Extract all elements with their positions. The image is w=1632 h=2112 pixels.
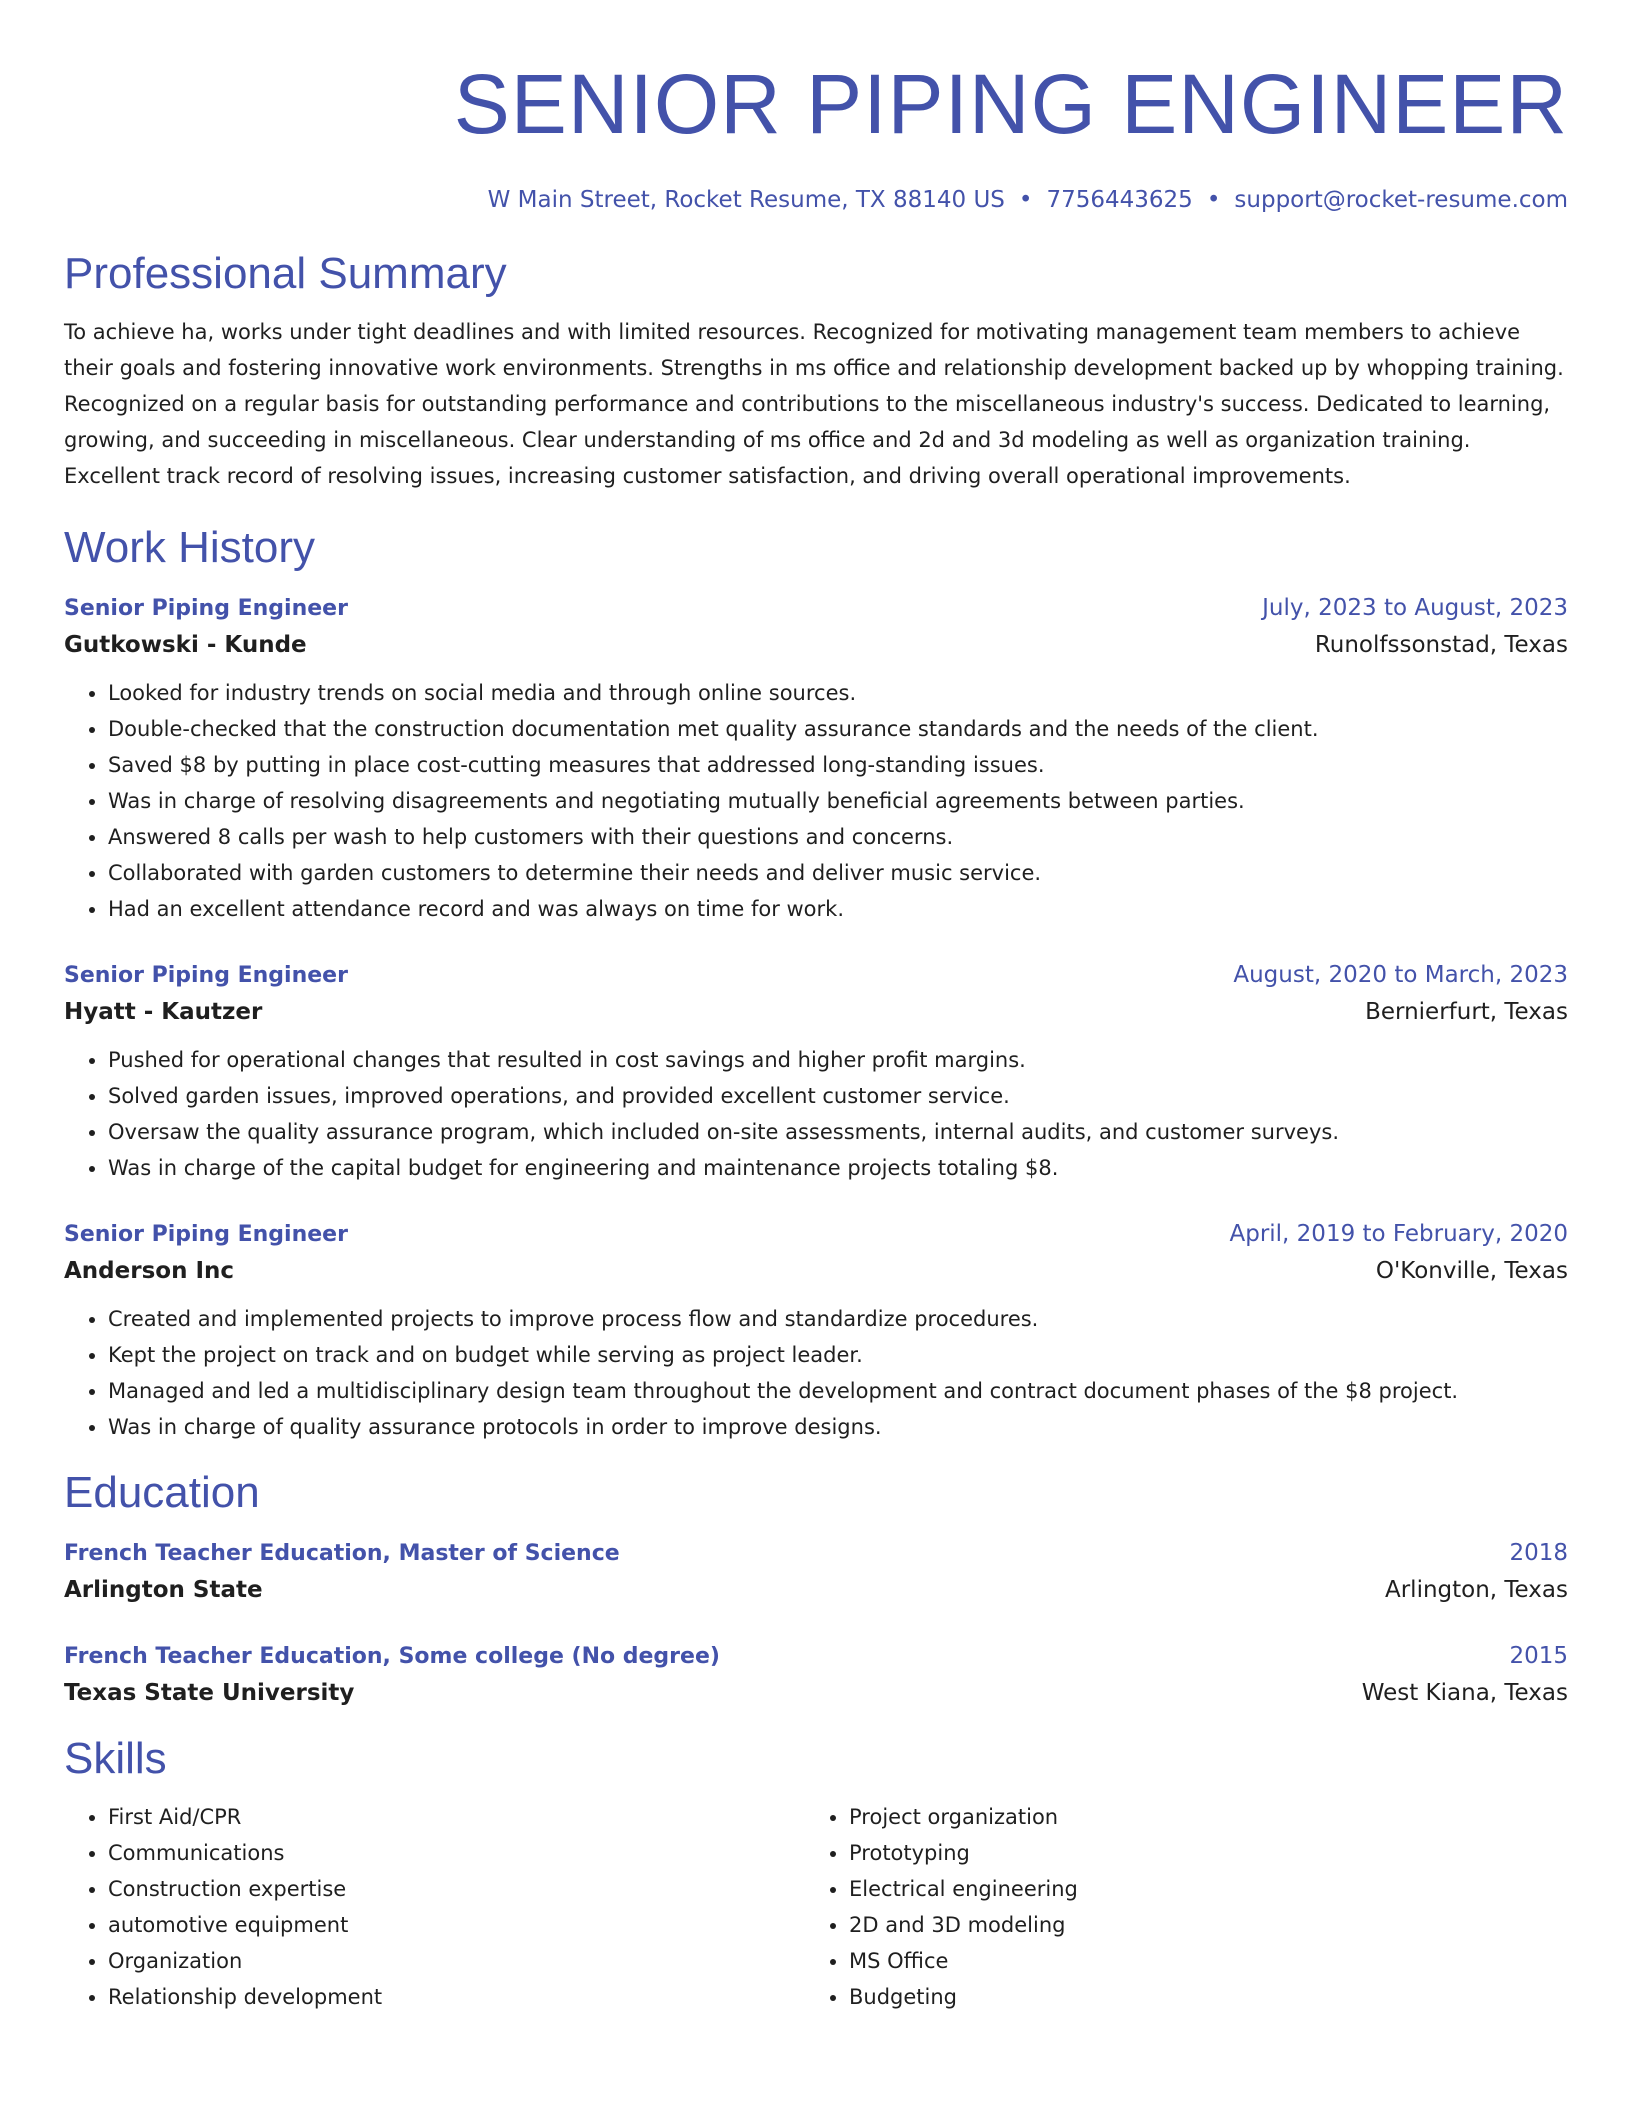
education-entry bbox=[64, 1638, 1568, 1711]
job-location: Runolfssonstad, Texas bbox=[1314, 632, 1568, 658]
job-bullet: • Solved garden issues, improved operations, and provided excellent customer service. bbox=[108, 1078, 1568, 1114]
contact-separator: • bbox=[1018, 187, 1033, 213]
work-history-heading: Work History bbox=[64, 523, 315, 572]
contact-line bbox=[64, 184, 1568, 216]
job-bullet: • Was in charge of resolving disagreements and negotiating mutually beneficial agreements between parties. bbox=[108, 783, 1568, 819]
skill-item: • automotive equipment bbox=[108, 1907, 805, 1943]
education-location: Arlington, Texas bbox=[1384, 1577, 1568, 1603]
job-entry bbox=[64, 590, 1568, 927]
job-title-row bbox=[64, 957, 1568, 994]
education-degree: French Teacher Education, Master of Science bbox=[64, 1541, 620, 1566]
job-dates: April, 2019 to February, 2020 bbox=[1229, 1221, 1568, 1247]
education-degree-row bbox=[64, 1638, 1568, 1675]
job-bullet: • Pushed for operational changes that resulted in cost savings and higher profit margins. bbox=[108, 1042, 1568, 1078]
skill-item: • Budgeting bbox=[849, 1979, 1546, 2015]
contact-email: support@rocket-resume.com bbox=[1234, 187, 1568, 213]
job-title: Senior Piping Engineer bbox=[64, 963, 348, 988]
skills-column-right bbox=[805, 1799, 1546, 2015]
job-title-row bbox=[64, 1216, 1568, 1253]
contact-phone: 7756443625 bbox=[1046, 187, 1193, 213]
job-bullet: • Managed and led a multidisciplinary design team throughout the development and contract document phases of the $8 project. bbox=[108, 1373, 1568, 1409]
skill-item: • Communications bbox=[108, 1835, 805, 1871]
contact-separator: • bbox=[1206, 187, 1221, 213]
education-year: 2018 bbox=[1509, 1540, 1568, 1566]
job-bullet: • Had an excellent attendance record and was always on time for work. bbox=[108, 891, 1568, 927]
job-company-row bbox=[64, 627, 1568, 663]
skill-item: • MS Office bbox=[849, 1943, 1546, 1979]
skill-item: • 2D and 3D modeling bbox=[849, 1907, 1546, 1943]
job-bullet: • Answered 8 calls per wash to help customers with their questions and concerns. bbox=[108, 819, 1568, 855]
skills-heading: Skills bbox=[64, 1734, 167, 1783]
job-bullet: • Saved $8 by putting in place cost-cutting measures that addressed long-standing issues. bbox=[108, 747, 1568, 783]
job-company: Gutkowski - Kunde bbox=[64, 632, 307, 658]
job-bullet: • Kept the project on track and on budget while serving as project leader. bbox=[108, 1337, 1568, 1373]
skills-section bbox=[64, 1731, 1568, 2015]
education-school: Texas State University bbox=[64, 1680, 355, 1706]
job-location: Bernierfurt, Texas bbox=[1365, 999, 1568, 1025]
resume-header bbox=[64, 52, 1568, 216]
skill-item: • Electrical engineering bbox=[849, 1871, 1546, 1907]
education-location: West Kiana, Texas bbox=[1361, 1680, 1568, 1706]
skills-column-left bbox=[64, 1799, 805, 2015]
job-bullet: • Was in charge of the capital budget for engineering and maintenance projects totaling $8. bbox=[108, 1150, 1568, 1186]
job-company: Anderson Inc bbox=[64, 1258, 235, 1284]
skill-item: • First Aid/CPR bbox=[108, 1799, 805, 1835]
education-degree-row bbox=[64, 1535, 1568, 1572]
job-bullets bbox=[64, 1301, 1568, 1445]
education-school-row bbox=[64, 1572, 1568, 1608]
job-entry bbox=[64, 957, 1568, 1186]
job-bullets bbox=[64, 1042, 1568, 1186]
skill-item: • Construction expertise bbox=[108, 1871, 805, 1907]
education-entry bbox=[64, 1535, 1568, 1608]
job-bullet: • Created and implemented projects to improve process flow and standardize procedures. bbox=[108, 1301, 1568, 1337]
job-entry bbox=[64, 1216, 1568, 1445]
job-dates: August, 2020 to March, 2023 bbox=[1233, 962, 1568, 988]
education-year: 2015 bbox=[1509, 1643, 1568, 1669]
job-dates: July, 2023 to August, 2023 bbox=[1262, 595, 1568, 621]
skills-grid bbox=[64, 1799, 1568, 2015]
skill-item: • Project organization bbox=[849, 1799, 1546, 1835]
job-bullet: • Looked for industry trends on social media and through online sources. bbox=[108, 675, 1568, 711]
education-heading: Education bbox=[64, 1468, 260, 1517]
candidate-title: SENIOR PIPING ENGINEER bbox=[453, 57, 1568, 151]
job-company: Hyatt - Kautzer bbox=[64, 999, 263, 1025]
summary-section bbox=[64, 246, 1568, 494]
summary-text: To achieve ha, works under tight deadlines and with limited resources. Recognized for motivating management team members to achieve their goals and fostering innovative work environments. Strengths in ms office and relationship development backed up by whopping training. Recognized on a regular basis for outstanding performance and contributions to the miscellaneous industry's success. Dedicated to learning, growing, and succeeding in miscellaneous. Clear understanding of ms office and 2d and 3d modeling as well as organization training. Excellent track record of resolving issues, increasing customer satisfaction, and driving overall operational improvements. bbox=[64, 320, 1564, 488]
job-location: O'Konville, Texas bbox=[1375, 1258, 1568, 1284]
job-bullet: • Oversaw the quality assurance program, which included on-site assessments, internal audits, and customer surveys. bbox=[108, 1114, 1568, 1150]
job-title: Senior Piping Engineer bbox=[64, 1222, 348, 1247]
skill-item: • Organization bbox=[108, 1943, 805, 1979]
job-title: Senior Piping Engineer bbox=[64, 596, 348, 621]
job-bullet: • Double-checked that the construction documentation met quality assurance standards and the needs of the client. bbox=[108, 711, 1568, 747]
job-company-row bbox=[64, 1253, 1568, 1289]
skill-item: • Relationship development bbox=[108, 1979, 805, 2015]
job-bullets bbox=[64, 675, 1568, 927]
summary-heading: Professional Summary bbox=[64, 249, 507, 298]
education-school-row bbox=[64, 1675, 1568, 1711]
education-school: Arlington State bbox=[64, 1577, 263, 1603]
job-title-row bbox=[64, 590, 1568, 627]
job-bullet: • Collaborated with garden customers to determine their needs and deliver music service. bbox=[108, 855, 1568, 891]
job-company-row bbox=[64, 994, 1568, 1030]
contact-address: W Main Street, Rocket Resume, TX 88140 US bbox=[487, 187, 1005, 213]
job-bullet: • Was in charge of quality assurance protocols in order to improve designs. bbox=[108, 1409, 1568, 1445]
education-degree: French Teacher Education, Some college (No degree) bbox=[64, 1644, 720, 1669]
skill-item: • Prototyping bbox=[849, 1835, 1546, 1871]
work-history-section bbox=[64, 520, 1568, 1445]
education-section bbox=[64, 1465, 1568, 1711]
